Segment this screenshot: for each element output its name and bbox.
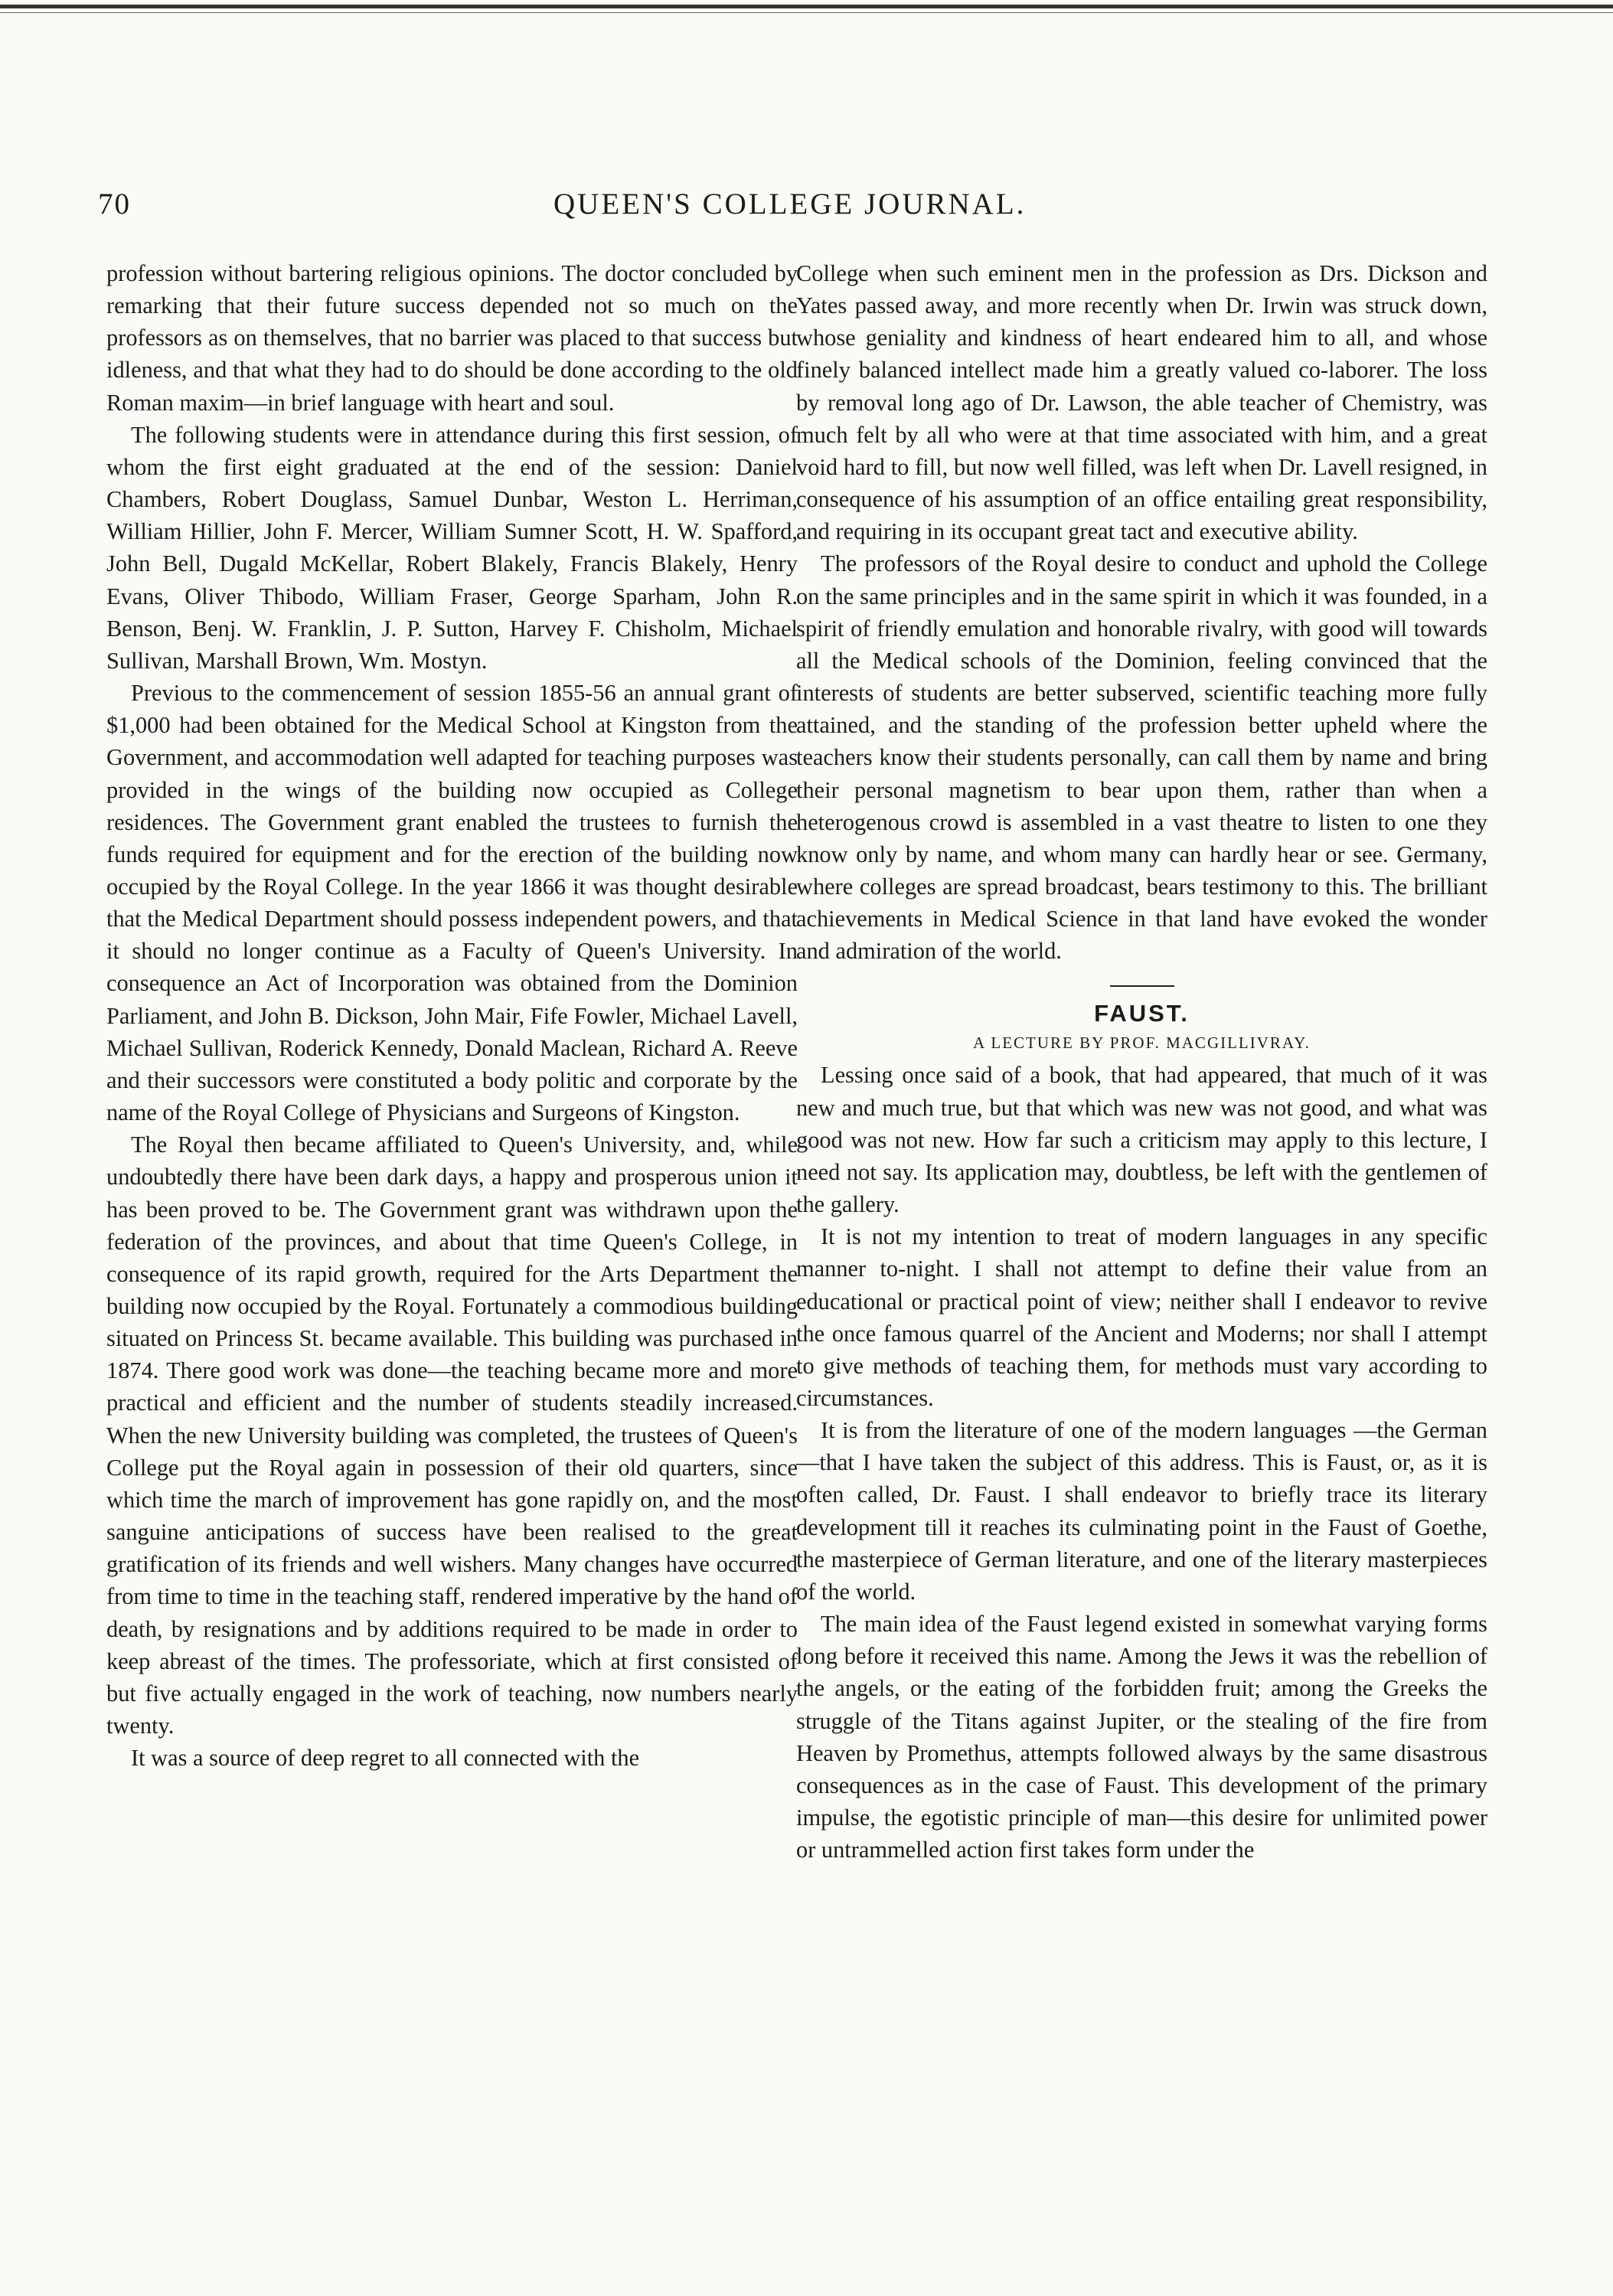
right-column xyxy=(796,257,1487,1866)
top-border-hairline xyxy=(0,12,1613,13)
section-title-text: FAUST. xyxy=(1094,1000,1190,1027)
paragraph: It is from the literature of one of the modern languages —the German—that I have taken the subject of this address. This is Faust, or, as it is often called, Dr. Faust. I shall endeavor to briefly trace its literary development till it reaches its culminating point in the Faust of Goethe, the masterpiece of German literature, and one of the literary masterpieces of the world. xyxy=(796,1417,1487,1605)
paragraph: The following students were in attendance during this first session, of whom the first eight graduated at the end of the session: Daniel Chambers, Robert Douglass, Samuel Dunbar, Weston L. Herriman, William Hillier, John F. Mercer, William Sumner Scott, H. W. Spafford, John Bell, Dugald McKellar, Robert Blakely, Francis Blakely, Henry Evans, Oliver Thibodo, William Fraser, George Sparham, John R. Benson, Benj. W. Franklin, J. P. Sutton, Harvey F. Chisholm, Michael Sullivan, Marshall Brown, Wm. Mostyn. xyxy=(106,421,798,674)
paragraph: profession without bartering religious opinions. The doctor concluded by remarking that their future success depended not so much on the professors as on themselves, that no barrier was placed to that success but idleness, and that what they had to do should be done according to the old Roman maxim—in brief language with heart and soul. xyxy=(106,260,798,416)
paragraph: College when such eminent men in the profession as Drs. Dickson and Yates passed away, and more recently when Dr. Irwin was struck down, whose geniality and kindness of heart endeared him to all, and whose finely balanced intellect made him a greatly valued co-laborer. The loss by removal long ago of Dr. Lawson, the able teacher of Chemistry, was much felt by all who were at that time associated with him, and a great void hard to fill, but now well filled, was left when Dr. Lavell resigned, in consequence of his assumption of an office entailing great responsibility, and requiring in its occupant great tact and executive ability. xyxy=(796,260,1487,545)
journal-title: QUEEN'S COLLEGE JOURNAL. xyxy=(553,188,1027,220)
paragraph: It was a source of deep regret to all connected with the xyxy=(131,1745,640,1772)
top-border-rule xyxy=(0,5,1613,8)
page-number: 70 xyxy=(98,188,131,220)
paragraph: The Royal then became affiliated to Queen's University, and, while undoubtedly there have been dark days, a happy and prosperous union it has been proved to be. The Government grant was withdrawn upon the federation of the provinces, and about that time Queen's College, in consequence of its rapid growth, required for the Arts Department the building now occupied by the Royal. Fortunately a commodious building situated on Princess St. became available. This building was purchased in 1874. There good work was done—the teaching became more and more practical and efficient and the number of students steadily increased. When the new University building was completed, the trustees of Queen's College put the Royal again in possession of their old quarters, since which time the march of improvement has gone rapidly on, and the most sanguine anticipations of success have been realised to the great gratification of its friends and well wishers. Many changes have occurred from time to time in the teaching staff, rendered imperative by the hand of death, by resignations and by additions required to be made in order to keep abreast of the times. The professoriate, which at first consisted of but five actually engaged in the work of teaching, now numbers nearly twenty. xyxy=(106,1132,798,1739)
section-rule xyxy=(1110,985,1174,987)
paragraph: Previous to the commencement of session 1855-56 an annual grant of $1,000 had been obtained for the Medical School at Kingston from the Government, and accommodation well adapted for teaching purposes was provided in the wings of the building now occupied as College residences. The Government grant enabled the trustees to furnish the funds required for equipment and for the erection of the building now occupied by the Royal College. In the year 1866 it was thought desirable that the Medical Department should possess independent powers, and that it should no longer continue as a Faculty of Queen's University. In consequence an Act of Incorporation was obtained from the Dominion Parliament, and John B. Dickson, John Mair, Fife Fowler, Michael Lavell, Michael Sullivan, Roderick Kennedy, Donald Maclean, Richard A. Reeve and their successors were constituted a body politic and corporate by the name of the Royal College of Physicians and Surgeons of Kingston. xyxy=(106,680,798,1126)
lecture-byline: A LECTURE BY PROF. MACGILLIVRAY. xyxy=(973,1034,1311,1053)
section-title xyxy=(796,967,1487,1027)
paragraph: It is not my intention to treat of modern languages in any specific manner to-night. I shall not attempt to define their value from an educational or practical point of view; neither shall I endeavor to revive the once famous quarrel of the Ancient and Moderns; nor shall I attempt to give methods of teaching them, for methods must vary according to circumstances. xyxy=(796,1223,1487,1411)
page-header xyxy=(98,187,1499,240)
left-column xyxy=(106,257,798,1774)
paragraph: The professors of the Royal desire to conduct and uphold the College on the same principles and in the same spirit in which it was founded, in a spirit of friendly emulation and honorable rivalry, with good will towards all the Medical schools of the Dominion, feeling convinced that the interests of students are better subserved, scientific teaching more fully attained, and the standing of the profession better upheld where the teachers know their students personally, can call them by name and bring their personal magnetism to bear upon them, rather than when a heterogenous crowd is assembled in a vast theatre to listen to one they know only by name, and whom many can hardly hear or see. Germany, where colleges are spread broadcast, bears testimony to this. The brilliant achievements in Medical Science in that land have evoked the wonder and admiration of the world. xyxy=(796,550,1487,965)
paragraph: The main idea of the Faust legend existed in somewhat varying forms long before it received this name. Among the Jews it was the rebellion of the angels, or the eating of the forbidden fruit; among the Greeks the struggle of the Titans against Jupiter, or the stealing of the fire from Heaven by Promethus, attempts followed always by the same disastrous consequences as in the case of Faust. This development of the primary impulse, the egotistic principle of man—this desire for unlimited power or untrammelled action first takes form under the xyxy=(796,1611,1487,1863)
paragraph: Lessing once said of a book, that had appeared, that much of it was new and much true, but that which was new was not good, and what was good was not new. How far such a criticism may apply to this lecture, I need not say. Its application may, doubtless, be left with the gentlemen of the gallery. xyxy=(796,1062,1487,1218)
